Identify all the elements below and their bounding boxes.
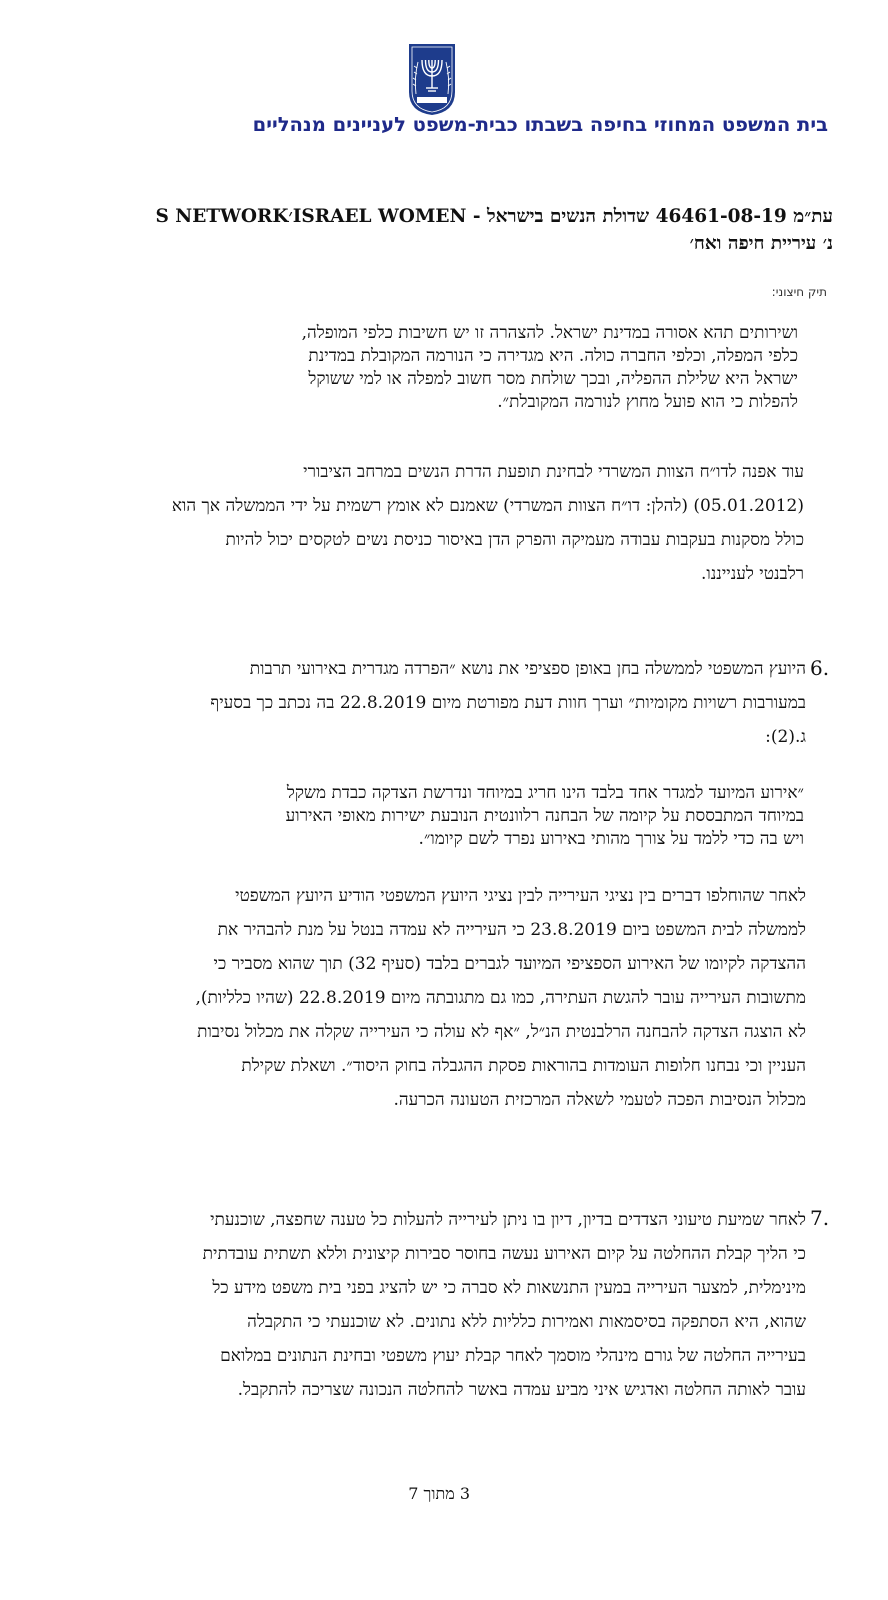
paragraph-line: לא הוצגה הצדקה להבחנה הרלבנטית הנ״ל, ״אף לא עולה כי העירייה שקלה את מכלול נסיבות bbox=[197, 1022, 806, 1042]
case-title: עת״מ 46461-08-19 שדולת הנשים בישראל - ISRAEL WOMEN׳S NETWORK bbox=[155, 206, 833, 227]
external-file-label: תיק חיצוני: bbox=[771, 285, 827, 299]
paragraph-line: מינימלית, למצער העירייה במעין התנשאות לא סברה כי יש להציג בפני בית משפט מידע כל bbox=[212, 1278, 806, 1298]
paragraph-line: ההצדקה לקיומו של האירוע הספציפי המיועד לגברים בלבד (סעיף 32) תוך שהוא מסביר כי bbox=[213, 954, 806, 974]
section-number: 6. bbox=[810, 656, 830, 680]
section-7-paragraph bbox=[26, 1203, 806, 1407]
quote-line: כלפי המפלה, וכלפי החברה כולה. היא מגדירה כי הנורמה המקובלת במדינת bbox=[308, 346, 798, 366]
court-name: בית המשפט המחוזי בחיפה בשבתו כבית-משפט לעניינים מנהליים bbox=[252, 113, 828, 136]
paragraph-line: ג.(2): bbox=[765, 727, 806, 747]
quote-line: ויש בה כדי ללמד על צורך מהותי באירוע נפרד לשם קיומו״. bbox=[418, 829, 804, 849]
paragraph-line: לאחר שמיעת טיעוני הצדדים בדיון, דיון בו ניתן לעירייה להעלות כל טענה שחפצה, שוכנעתי bbox=[210, 1210, 806, 1230]
paragraph-line: מכלול הנסיבות הפכה לטעמי לשאלה המרכזית הטעונה הכרעה. bbox=[393, 1090, 806, 1110]
paragraph bbox=[26, 879, 806, 1117]
paragraph-line: לממשלה לבית המשפט ביום 23.8.2019 כי העירייה לא עמדה בנטל על מנת להבהיר את bbox=[217, 920, 806, 940]
quote-line: ישראל היא שלילת ההפליה, ובכך שולחת מסר חשוב למפלה או למי ששוקל bbox=[308, 369, 798, 389]
paragraph-line: העניין וכי נבחנו חלופות העומדות בהוראות פסקת ההגבלה בחוק היסוד״. ושאלת שקילת bbox=[241, 1056, 806, 1076]
paragraph-line: היועץ המשפטי לממשלה בחן באופן ספציפי את נושא ״הפרדה מגדרית באירועי תרבות bbox=[249, 659, 806, 679]
paragraph-line: לאחר שהוחלפו דברים בין נציגי העירייה לבין נציגי היועץ המשפטי הודיע היועץ המשפטי bbox=[235, 886, 806, 906]
paragraph bbox=[26, 455, 804, 591]
quote-line: להפלות כי הוא פועל מחוץ לנורמה המקובלת״. bbox=[497, 392, 798, 412]
section-6-paragraph bbox=[26, 652, 806, 754]
paragraph-line: כולל מסקנות בעקבות עבודה מעמיקה והפרק הדן באיסור כניסת נשים לטקסים יכול להיות bbox=[225, 530, 804, 550]
paragraph-line: רלבנטי לענייננו. bbox=[701, 564, 804, 584]
quote-block bbox=[90, 322, 798, 414]
quote-line: במיוחד המתבססת על קיומה של הבחנה רלוונטית הנובעת ישירות מאופי האירוע bbox=[285, 806, 804, 826]
paragraph-line: מתשובות העירייה עובר להגשת העתירה, כמו גם מתגובתה מיום 22.8.2019 (שהיו כלליות), bbox=[195, 988, 806, 1008]
paragraph-line: עוד אפנה לדו״ח הצוות המשרדי לבחינת תופעת הדרת הנשים במרחב הציבורי bbox=[303, 462, 804, 482]
case-respondents: נ׳ עיריית חיפה ואח׳ bbox=[689, 233, 833, 254]
page-number: 3 מתוך 7 bbox=[408, 1484, 470, 1503]
quote-line: ״אירוע המיועד למגדר אחד בלבד הינו חריג במיוחד ונדרשת הצדקה כבדת משקל bbox=[286, 783, 804, 803]
quote-block bbox=[90, 782, 804, 851]
paragraph-line: בעירייה החלטה של גורם מינהלי מוסמך לאחר קבלת יעוץ משפטי ובחינת הנתונים במלואם bbox=[220, 1346, 806, 1366]
paragraph-line: שהוא, היא הסתפקה בסיסמאות ואמירות כלליות ללא נתונים. לא שוכנעתי כי התקבלה bbox=[247, 1312, 806, 1332]
quote-line: ושירותים תהא אסורה במדינת ישראל. להצהרה זו יש חשיבות כלפי המופלה, bbox=[301, 323, 798, 343]
paragraph-line: עובר לאותה החלטה ואדגיש איני מביע עמדה באשר להחלטה הנכונה שצריכה להתקבל. bbox=[237, 1380, 806, 1400]
section-number: 7. bbox=[810, 1206, 830, 1230]
paragraph-line: במעורבות רשויות מקומיות״ וערך חוות דעת מפורטת מיום 22.8.2019 בה נכתב כך בסעיף bbox=[210, 693, 806, 713]
paragraph-line: (05.01.2012) (להלן: דו״ח הצוות המשרדי) שאמנם לא אומץ רשמית על ידי הממשלה אך הוא bbox=[171, 496, 804, 516]
paragraph-line: כי הליך קבלת ההחלטה על קיום האירוע נעשה בחוסר סבירות קיצונית וללא תשתית עובדתית bbox=[202, 1244, 806, 1264]
state-of-israel-emblem-icon bbox=[407, 42, 457, 116]
